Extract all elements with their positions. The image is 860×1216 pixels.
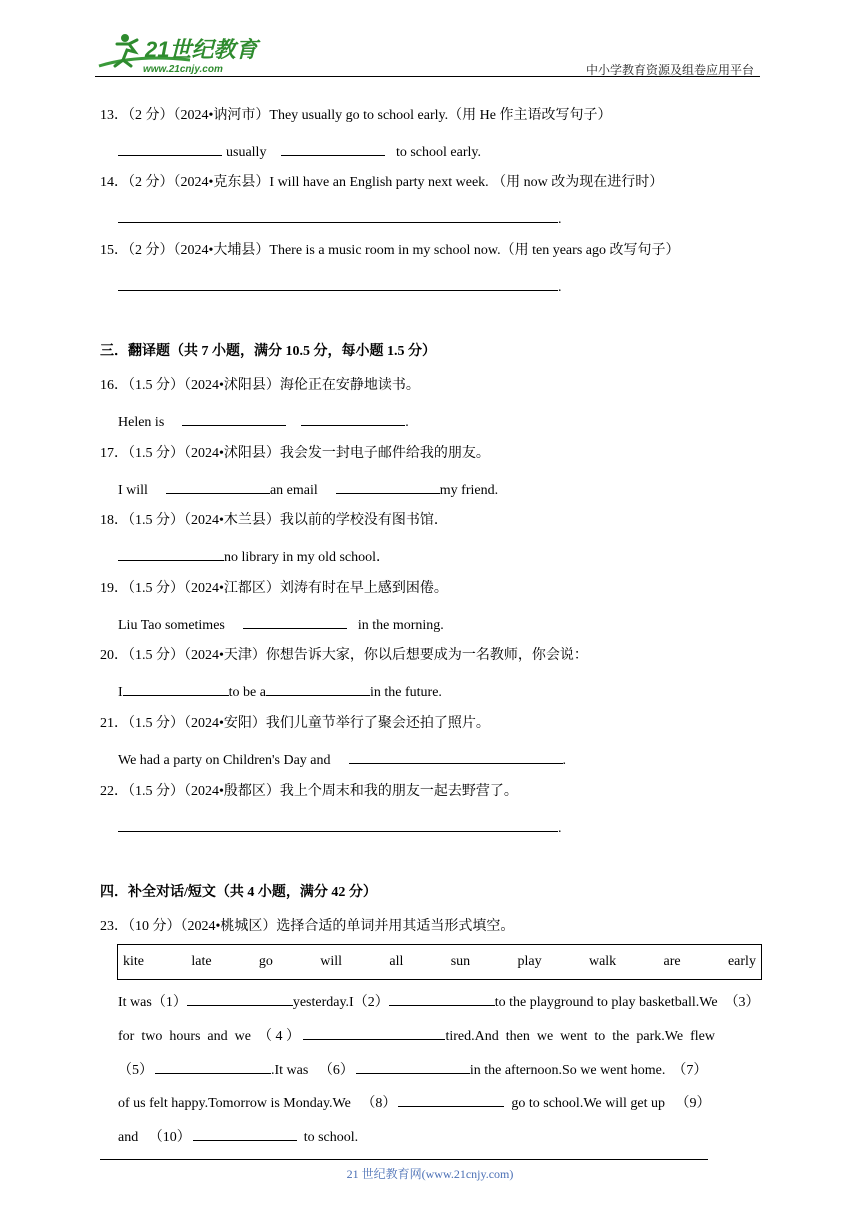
q18-stem: 18．（1.5 分）（2024•木兰县）我以前的学校没有图书馆． — [100, 513, 448, 528]
q17-stem: 17．（1.5 分）（2024•沭阳县）我会发一封电子邮件给我的朋友。 — [100, 446, 490, 461]
answer-blank[interactable] — [118, 546, 224, 561]
q15-answer: . — [118, 276, 562, 297]
answer-blank[interactable] — [182, 411, 286, 426]
q23-passage-line-5: and （10） to school. — [118, 1126, 358, 1147]
q16-stem: 16．（1.5 分）（2024•沭阳县）海伦正在安静地读书。 — [100, 378, 420, 393]
word-bank-item: are — [663, 954, 681, 969]
q23-passage-line-1: It was（1） yesterday.I（2） to the playground to play basketball.We （3） — [118, 991, 760, 1012]
q20-stem: 20．（1.5 分）（2024•天津）你想告诉大家，你以后想要成为一名教师，你会说： — [100, 648, 588, 663]
word-bank-item: sun — [450, 954, 471, 969]
answer-blank[interactable] — [266, 681, 370, 696]
site-logo — [95, 30, 270, 76]
q18-answer: no library in my old school． — [118, 546, 390, 567]
answer-blank[interactable] — [303, 1025, 445, 1040]
answer-blank[interactable] — [187, 991, 293, 1006]
q19-stem: 19．（1.5 分）（2024•江都区）刘涛有时在早上感到困倦。 — [100, 581, 448, 596]
q13-stem: 13．（2 分）（2024•讷河市）They usually go to school early.（用 He 作主语改写句子） — [100, 108, 612, 123]
answer-blank[interactable] — [123, 681, 229, 696]
answer-blank[interactable] — [398, 1092, 504, 1107]
q23-passage-line-4: of us felt happy.Tomorrow is Monday.We （8） go to school.We will get up （9） — [118, 1092, 711, 1113]
q13-answer: usually to school early. — [118, 141, 481, 162]
platform-label: 中小学教育资源及组卷应用平台 — [585, 63, 754, 77]
header-divider — [95, 76, 760, 77]
q19-answer: Liu Tao sometimes in the morning. — [118, 614, 444, 635]
word-bank-item: will — [320, 954, 343, 969]
word-bank-item: all — [389, 954, 404, 969]
q23-passage-line-3: （5） .It was （6） in the afternoon.So we went home. （7） — [118, 1059, 707, 1080]
page-header — [95, 30, 760, 78]
word-bank-item: late — [191, 954, 212, 969]
q17-answer: I will an email my friend. — [118, 479, 498, 500]
q22-stem: 22．（1.5 分）（2024•殷都区）我上个周末和我的朋友一起去野营了。 — [100, 784, 518, 799]
q16-answer: Helen is . — [118, 411, 409, 432]
q23-passage-line-2: for two hours and we （ 4 ） tired.And then we went to the park.We flew — [118, 1025, 715, 1046]
footer-divider — [100, 1159, 708, 1160]
word-bank — [117, 944, 762, 980]
answer-blank[interactable] — [301, 411, 405, 426]
q20-answer: I to be a in the future. — [118, 681, 442, 702]
answer-blank[interactable] — [389, 991, 495, 1006]
q22-answer: . — [118, 817, 562, 838]
section-3-heading: 三．翻译题（共 7 小题，满分 10.5 分，每小题 1.5 分） — [100, 344, 436, 359]
section-4-heading: 四．补全对话/短文（共 4 小题，满分 42 分） — [100, 885, 377, 900]
q21-stem: 21．（1.5 分）（2024•安阳）我们儿童节举行了聚会还拍了照片。 — [100, 716, 490, 731]
answer-blank[interactable] — [155, 1059, 271, 1074]
answer-blank[interactable] — [118, 208, 558, 223]
word-bank-item: go — [258, 954, 273, 969]
answer-blank[interactable] — [193, 1126, 297, 1141]
answer-blank[interactable] — [118, 276, 558, 291]
answer-blank[interactable] — [356, 1059, 470, 1074]
word-bank-item: play — [517, 954, 542, 969]
q21-answer: We had a party on Children's Day and . — [118, 749, 566, 770]
word-bank-item: walk — [588, 954, 617, 969]
q15-stem: 15．（2 分）（2024•大埔县）There is a music room in my school now.（用 ten years ago 改写句子） — [100, 243, 680, 258]
svg-text:21世纪教育: 21世纪教育 — [145, 37, 258, 62]
svg-text:www.21cnjy.com: www.21cnjy.com — [143, 64, 223, 75]
q14-stem: 14．（2 分）（2024•克东县）I will have an English party next week. （用 now 改为现在进行时） — [100, 175, 664, 190]
word-bank-item: early — [727, 954, 756, 969]
page-footer[interactable]: 21 世纪教育网(www.21cnjy.com) — [346, 1167, 514, 1181]
answer-blank[interactable] — [349, 749, 563, 764]
answer-blank[interactable] — [118, 141, 222, 156]
q14-answer: . — [118, 208, 562, 229]
answer-blank[interactable] — [336, 479, 440, 494]
runner-logo-icon — [95, 30, 270, 76]
answer-blank[interactable] — [243, 614, 347, 629]
answer-blank[interactable] — [281, 141, 385, 156]
answer-blank[interactable] — [118, 817, 558, 832]
word-bank-item: kite — [123, 954, 144, 969]
answer-blank[interactable] — [166, 479, 270, 494]
q23-stem: 23．（10 分）（2024•桃城区）选择合适的单词并用其适当形式填空。 — [100, 919, 515, 934]
